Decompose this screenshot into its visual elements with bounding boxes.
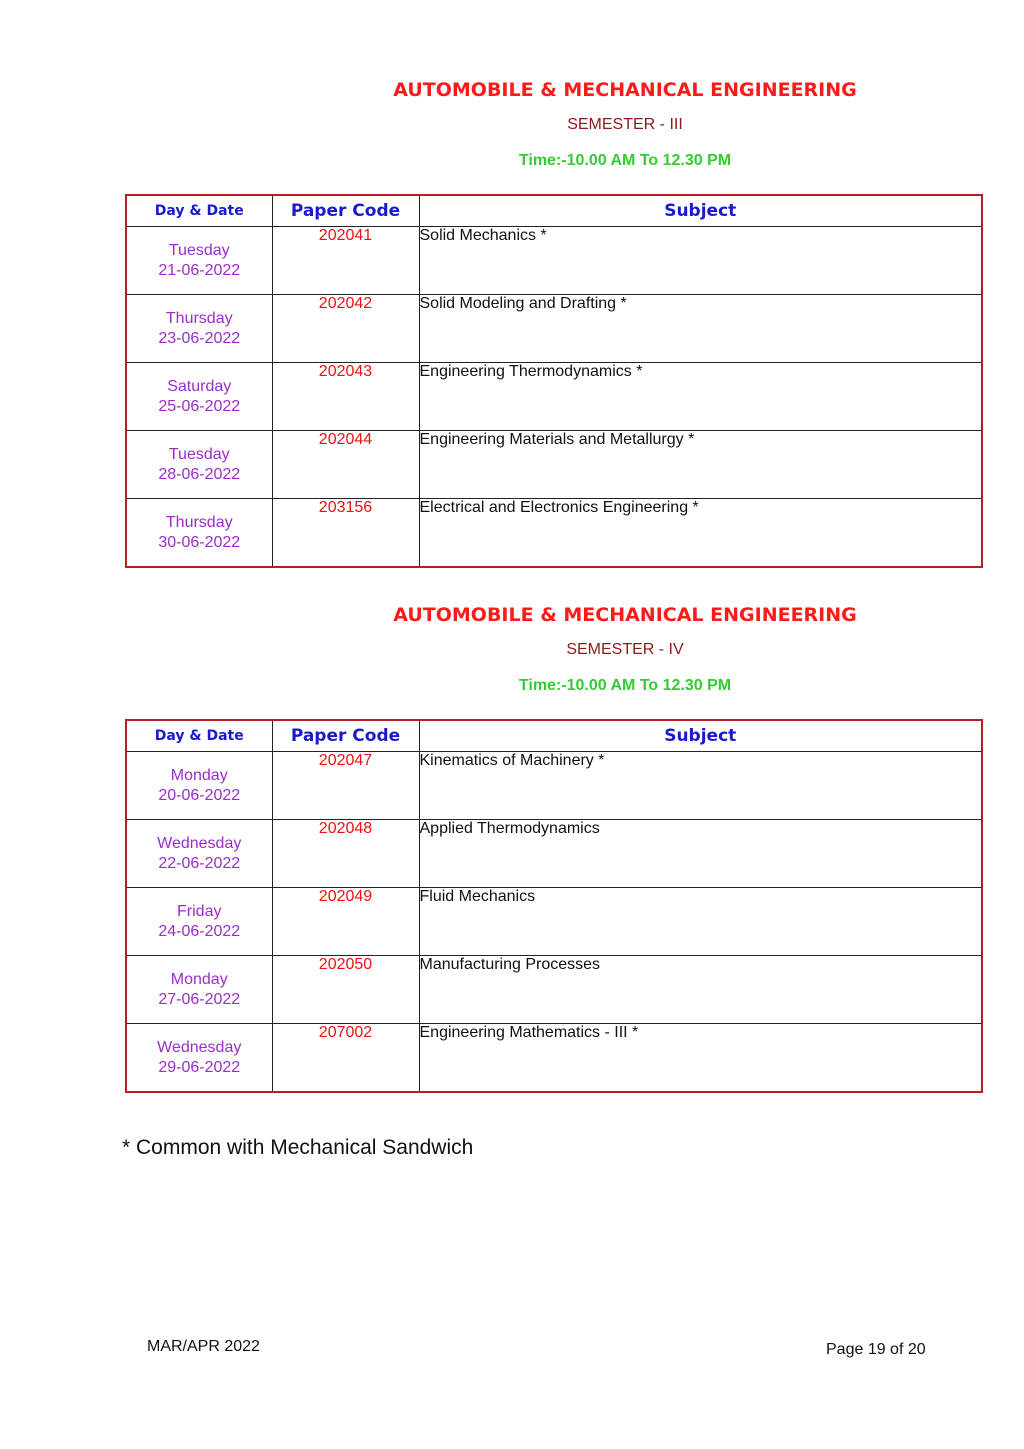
header-day-date: Day & Date [126,720,272,752]
table-header-row [126,720,982,752]
paper-code: 202044 [272,431,419,499]
day-date-cell [126,752,272,820]
footer-session: MAR/APR 2022 [147,1338,260,1355]
page-number: Page 19 of 20 [826,1341,926,1358]
paper-code: 202041 [272,227,419,295]
date: 29-06-2022 [158,1058,241,1076]
paper-code: 202047 [272,752,419,820]
header-day-date: Day & Date [126,195,272,227]
table-row [126,295,982,363]
date: 30-06-2022 [158,533,241,551]
date: 22-06-2022 [158,854,241,872]
day: Wednesday [157,1038,242,1056]
paper-code: 202043 [272,363,419,431]
day-date-cell [126,431,272,499]
paper-code: 202050 [272,956,419,1024]
subject: Engineering Materials and Metallurgy * [419,431,982,499]
paper-code: 203156 [272,499,419,568]
date: 24-06-2022 [158,922,241,940]
day: Monday [170,970,228,988]
subject: Engineering Thermodynamics * [419,363,982,431]
subject: Manufacturing Processes [419,956,982,1024]
subject: Fluid Mechanics [419,888,982,956]
day-date-cell [126,820,272,888]
table-header-row [126,195,982,227]
day-date-cell [126,499,272,568]
day: Thursday [165,309,233,327]
schedule-table [125,719,983,1093]
day-date-cell [126,227,272,295]
table-row [126,1024,982,1093]
date: 27-06-2022 [158,990,241,1008]
date: 21-06-2022 [158,261,241,279]
paper-code: 202049 [272,888,419,956]
day-date-cell [126,1024,272,1093]
subject: Solid Mechanics * [419,227,982,295]
table-row [126,227,982,295]
semester-label: SEMESTER - IV [566,641,684,658]
section-title: AUTOMOBILE & MECHANICAL ENGINEERING [393,604,857,626]
day: Tuesday [168,445,230,463]
day-date-cell [126,956,272,1024]
table-row [126,499,982,568]
table-row [126,956,982,1024]
header-paper-code: Paper Code [272,195,419,227]
day: Monday [170,766,228,784]
schedule-table [125,194,983,568]
day-date-cell [126,888,272,956]
paper-code: 202042 [272,295,419,363]
semester-label: SEMESTER - III [567,116,683,133]
date: 23-06-2022 [158,329,241,347]
header-subject: Subject [419,195,982,227]
subject: Engineering Mathematics - III * [419,1024,982,1093]
day-date-cell [126,295,272,363]
table-row [126,363,982,431]
table-row [126,431,982,499]
subject: Solid Modeling and Drafting * [419,295,982,363]
day-date-cell [126,363,272,431]
header-subject: Subject [419,720,982,752]
date: 20-06-2022 [158,786,241,804]
day: Saturday [167,377,232,395]
table-row [126,752,982,820]
exam-time: Time:-10.00 AM To 12.30 PM [518,677,732,694]
subject: Kinematics of Machinery * [419,752,982,820]
paper-code: 207002 [272,1024,419,1093]
table-row [126,820,982,888]
subject: Applied Thermodynamics [419,820,982,888]
exam-time: Time:-10.00 AM To 12.30 PM [518,152,732,169]
footnote: * Common with Mechanical Sandwich [122,1136,474,1159]
day: Tuesday [168,241,230,259]
day: Friday [177,902,222,920]
table-row [126,888,982,956]
day: Thursday [165,513,233,531]
day: Wednesday [157,834,242,852]
date: 28-06-2022 [158,465,241,483]
header-paper-code: Paper Code [272,720,419,752]
date: 25-06-2022 [158,397,241,415]
section-title: AUTOMOBILE & MECHANICAL ENGINEERING [393,79,857,101]
paper-code: 202048 [272,820,419,888]
subject: Electrical and Electronics Engineering * [419,499,982,568]
